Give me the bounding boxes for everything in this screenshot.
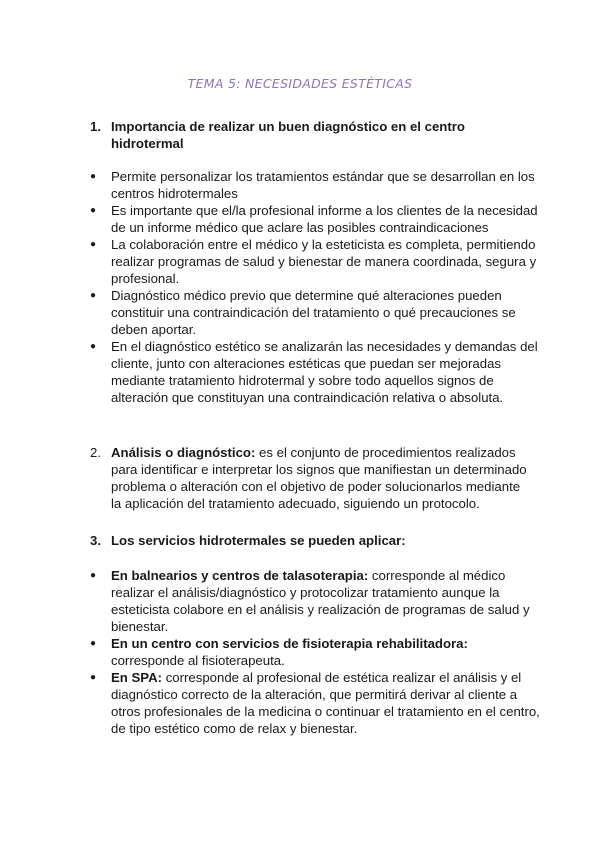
section-3-heading [90,532,530,549]
section-3-title: Los servicios hidrotermales se pueden aplicar: [111,533,406,548]
bullet-icon: ● [90,239,97,250]
section-1-number: 1. [90,119,101,134]
list-item: ● En el diagnóstico estético se analizarán las necesidades y demandas del cliente, junto con alteraciones estéticas que puedan ser mejoradas mediante tratamiento hidrotermal y sobre todo aquellos signos de alteración que constituyan una contraindicación relativa o absoluta. [90,339,538,405]
list-item: ● En un centro con servicios de fisioterapia rehabilitadora: corresponde al fisioterapeuta. [90,636,468,668]
section-2-paragraph [90,444,530,512]
list-item: ● En balnearios y centros de talasoterapia: corresponde al médico realizar el análisis/diagnóstico y protocolizar tratamiento aunque la esteticista colabore en el análisis y realización de programas de salud y bienestar. [90,568,530,634]
bullet-icon: ● [90,570,97,581]
section-1-title: Importancia de realizar un buen diagnóstico en el centro hidrotermal [111,119,465,151]
list-item: ● En SPA: corresponde al profesional de estética realizar el análisis y el diagnóstico correcto de la alteración, que permitirá derivar al cliente a otros profesionales de la medicina o continuar el tratamiento en el centro, de tipo estético como de relax y bienestar. [90,670,540,736]
page-title: TEMA 5: NECESIDADES ESTÉTICAS [187,76,413,91]
section-1-heading [90,118,530,152]
bullet-icon: ● [90,171,97,182]
bullet-icon: ● [90,341,97,352]
list-item: ● Permite personalizar los tratamientos estándar que se desarrollan en los centros hidrotermales [90,169,535,201]
section-3-number: 3. [90,533,101,548]
section-3-bullet-list [90,567,540,737]
bullet-icon: ● [90,290,97,301]
section-2-number: 2. [90,445,101,460]
section-2-term: Análisis o diagnóstico: [111,445,256,460]
list-item: ● Diagnóstico médico previo que determine qué alteraciones pueden constituir una contraindicación del tratamiento o qué precauciones se deben aportar. [90,288,516,337]
section-1-bullet-list [90,168,540,406]
bullet-icon: ● [90,205,97,216]
list-item: ● La colaboración entre el médico y la esteticista es completa, permitiendo realizar programas de salud y bienestar de manera coordinada, segura y profesional. [90,237,537,286]
bullet-icon: ● [90,672,97,683]
list-item: ● Es importante que el/la profesional informe a los clientes de la necesidad de un informe médico que aclare las posibles contraindicaciones [90,203,538,235]
section-2-text: es el conjunto de procedimientos realizados para identificar e interpretar los signos que manifiestan un determinado problema o alteración con el objetivo de poder solucionarlos mediante la aplicación del tratamiento adecuado, siguiendo un protocolo. [111,445,527,511]
bullet-icon: ● [90,638,97,649]
